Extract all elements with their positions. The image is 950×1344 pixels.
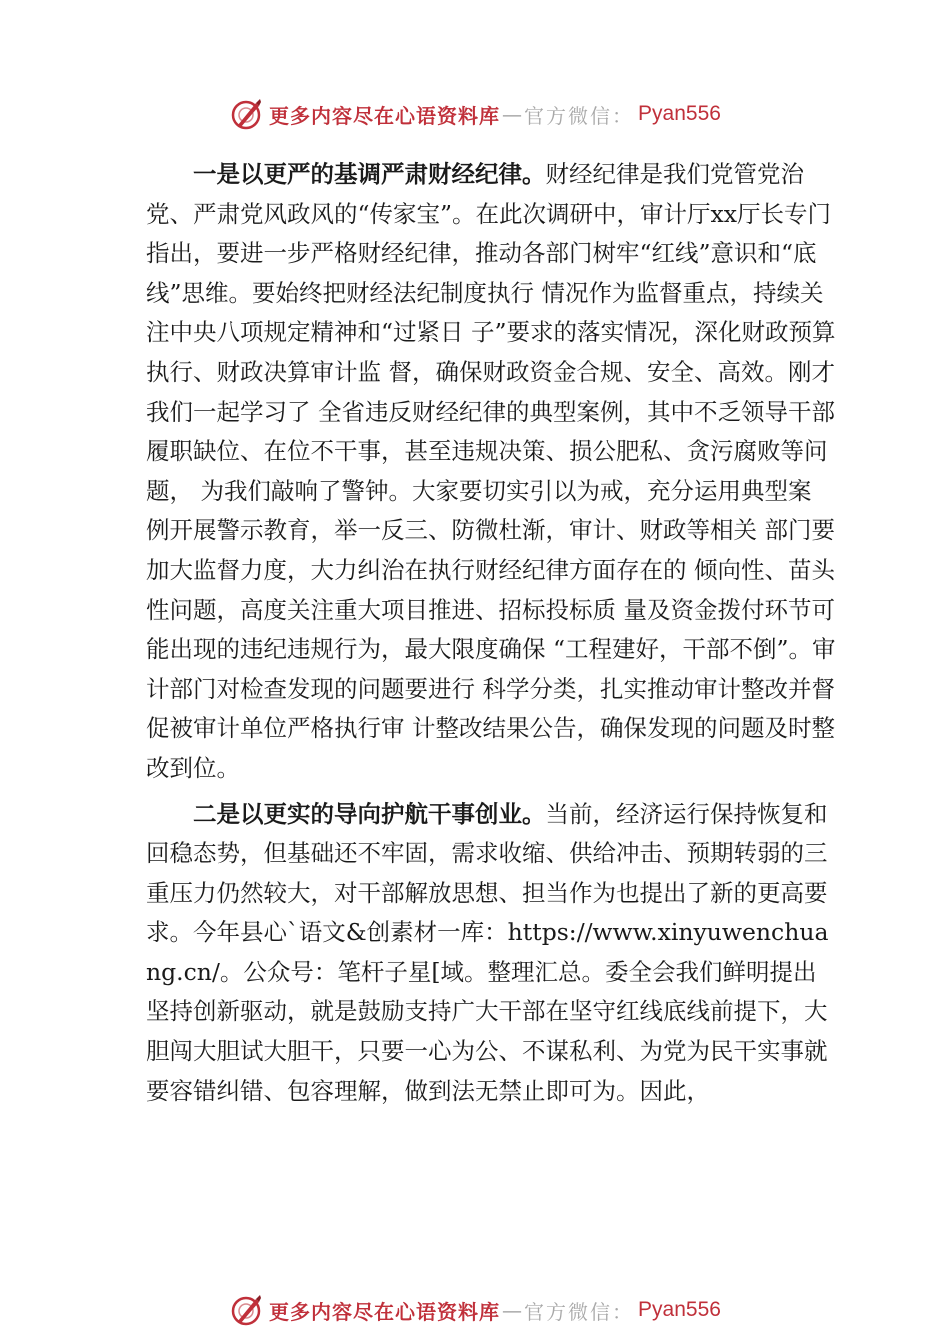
paragraph-1-body: 财经纪律是我们党管党治党、严肃党风政风的“传家宝”。在此次调研中，审计厅xx厅长专门指出，要进一步严格财经纪律，推动各部门树牢“红线”意识和“底线”思维。要始终把财经法纪制度执行 情况作为监督重点，持续关注中央八项规定精神和“过紧日 子”要求的落实情况，深化财政预算执行、财政决算审计监 督，确保财政资金合规、安全、高效。刚才我们一起学习了 全省违反财经纪律的典型案例，其中不乏领导干部履职缺位、在位不干事，甚至违规决策、损公肥私、贪污腐败等问题， 为我们敲响了警钟。大家要切实引以为戒，充分运用典型案 例开展警示教育，举一反三、防微杜渐，审计、财政等相关 部门要加大监督力度，大力纠治在执行财经纪律方面存在的 倾向性、苗头性问题，高度关注重大项目推进、招标投标质 量及资金拨付环节可能出现的违纪违规行为，最大限度确保 “工程建好，干部不倒”。审计部门对检查发现的问题要进行 科学分类，扎实推动审计整改并督促被审计单位严格执行审 计整改结果公告，确保发现的问题及时整改到位。 xyxy=(146,160,836,782)
footer-wechat-label: 官方微信： xyxy=(524,1299,635,1324)
paragraph-1-lead: 一是以更严的基调严肃财经纪律。 xyxy=(193,160,546,188)
header-wechat-id: Pyan556 xyxy=(638,102,721,125)
header-banner-text: 更多内容尽在心语资料库 xyxy=(269,103,501,128)
footer-banner-separator: — xyxy=(502,1298,523,1322)
footer-wechat-id: Pyan556 xyxy=(638,1298,721,1321)
paragraph-2-body: 当前，经济运行保持恢复和回稳态势，但基础还不牢固，需求收缩、供给冲击、预期转弱的三重压力仍然较大，对干部解放思想、担当作为也提出了新的更高要求。今年县心`语文&创素材一库：https://www.xinyuwenchuang.cn/。公众号：笔杆子星[域。整理汇总。委全会我们鲜明提出坚持创新驱动，就是鼓励支持广大干部在坚守红线底线前提下，大胆闯大胆试大胆干，只要一心为公、不谋私利、为党为民干实事就要容错纠错、包容理解，做到法无禁止即可为。因此， xyxy=(146,799,829,1105)
paragraph-1 xyxy=(146,155,836,789)
paragraph-2-lead: 二是以更实的导向护航干事创业。 xyxy=(193,799,546,828)
header-wechat-label: 官方微信： xyxy=(524,103,635,128)
quill-logo-icon xyxy=(229,97,263,131)
header-banner-separator: — xyxy=(502,102,523,126)
quill-logo-icon xyxy=(229,1293,263,1327)
header-banner xyxy=(0,92,950,136)
paragraph-2 xyxy=(146,795,836,1112)
document-body xyxy=(146,155,836,1117)
footer-banner-text: 更多内容尽在心语资料库 xyxy=(269,1299,501,1324)
footer-banner xyxy=(0,1288,950,1332)
